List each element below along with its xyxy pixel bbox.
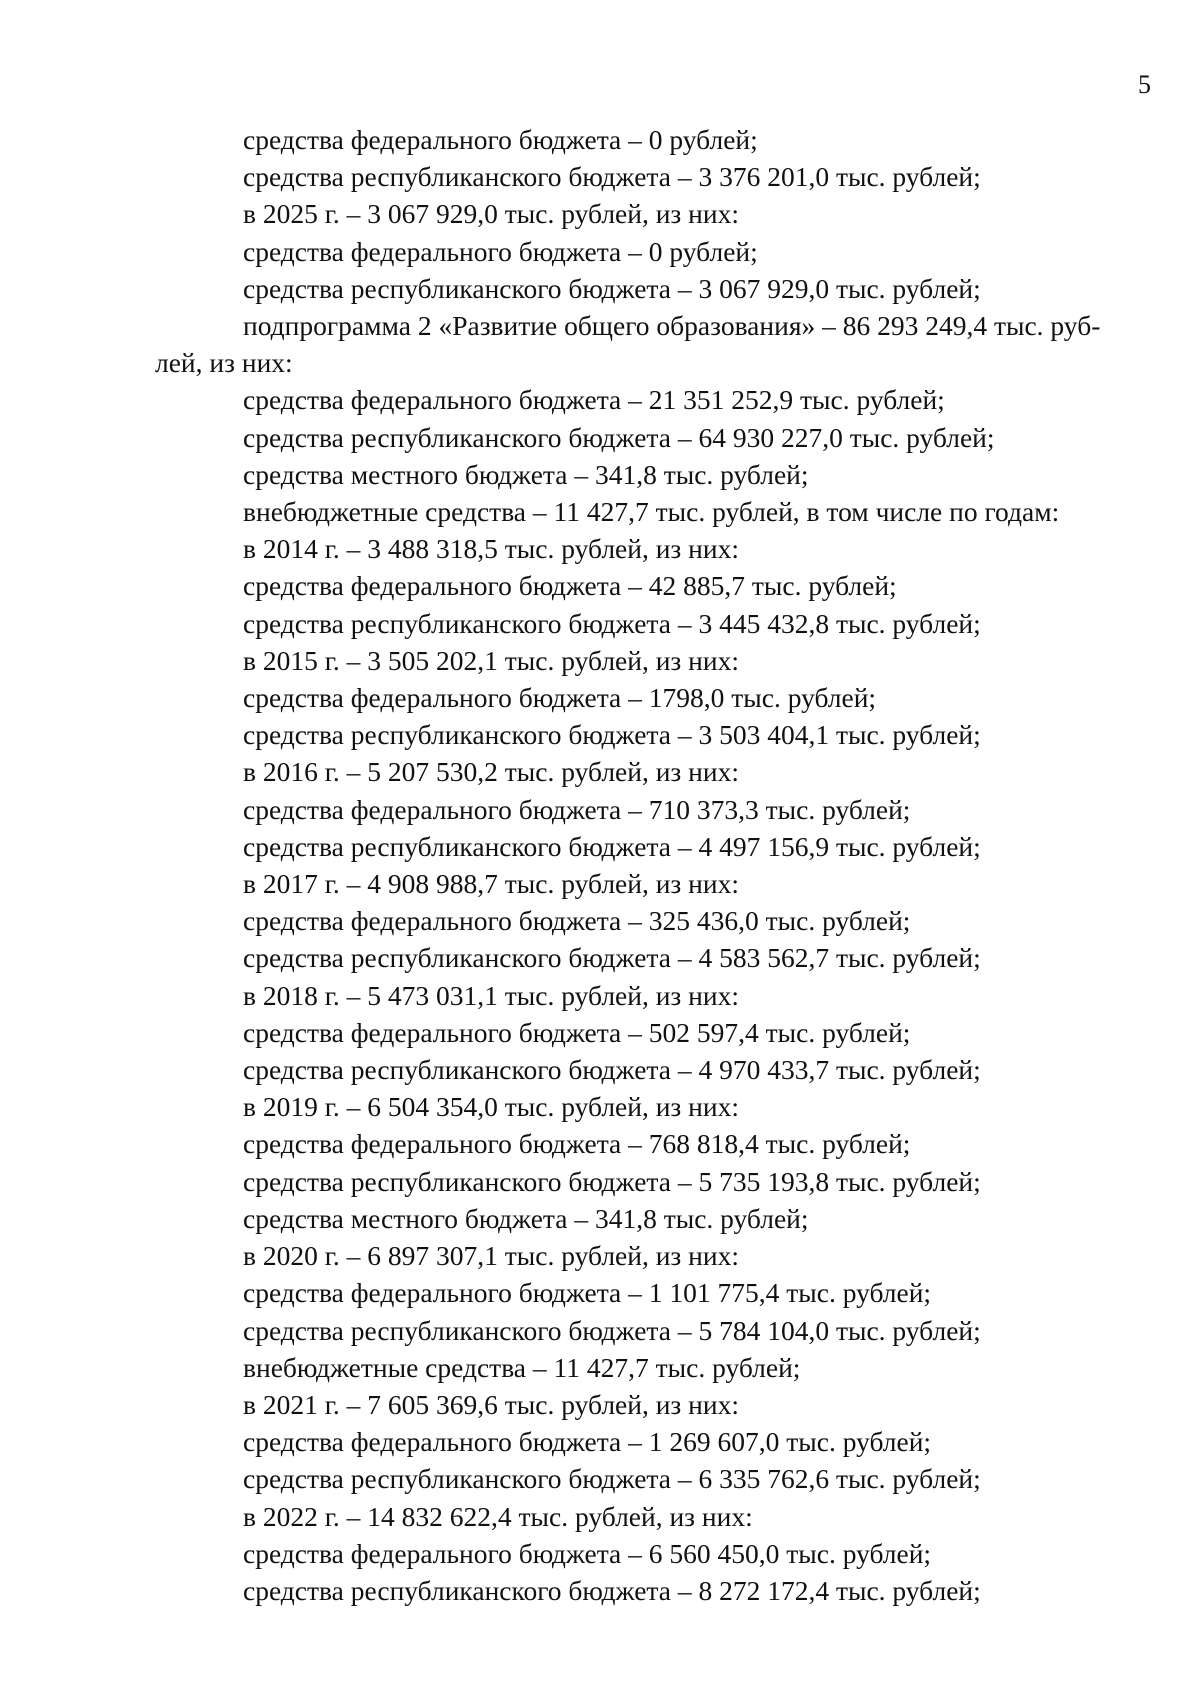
text-line: внебюджетные средства – 11 427,7 тыс. рублей, в том числе по годам:	[243, 496, 1060, 528]
text-line: средства республиканского бюджета – 6 335 762,6 тыс. рублей;	[243, 1463, 981, 1495]
text-line: средства федерального бюджета – 0 рублей;	[243, 235, 758, 267]
text-line: средства федерального бюджета – 0 рублей;	[243, 124, 758, 155]
text-line: средства федерального бюджета – 710 373,3 тыс. рублей;	[243, 793, 911, 825]
text-line: средства местного бюджета – 341,8 тыс. рублей;	[243, 1202, 809, 1234]
text-line: в 2015 г. – 3 505 202,1 тыс. рублей, из них:	[243, 644, 739, 676]
text-line: средства федерального бюджета – 1 269 607,0 тыс. рублей;	[243, 1426, 932, 1458]
text-line: средства республиканского бюджета – 4 497 156,9 тыс. рублей;	[243, 830, 981, 862]
text-line: средства республиканского бюджета – 64 930 227,0 тыс. рублей;	[243, 421, 995, 453]
text-line: средства республиканского бюджета – 3 067 929,0 тыс. рублей;	[243, 272, 981, 304]
text-line: средства федерального бюджета – 6 560 450,0 тыс. рублей;	[243, 1537, 932, 1569]
text-line: средства федерального бюджета – 768 818,4 тыс. рублей;	[243, 1128, 911, 1160]
text-line: средства республиканского бюджета – 3 503 404,1 тыс. рублей;	[243, 719, 981, 751]
text-line: средства республиканского бюджета – 3 376 201,0 тыс. рублей;	[243, 161, 981, 193]
text-line: средства федерального бюджета – 42 885,7 тыс. рублей;	[243, 570, 897, 602]
text-line: внебюджетные средства – 11 427,7 тыс. рублей;	[243, 1351, 801, 1383]
text-line: средства республиканского бюджета – 4 583 562,7 тыс. рублей;	[243, 942, 981, 974]
text-line: подпрограмма 2 «Развитие общего образования» – 86 293 249,4 тыс. руб-	[243, 310, 1101, 342]
text-line: средства федерального бюджета – 502 597,4 тыс. рублей;	[243, 1016, 911, 1048]
text-line: в 2017 г. – 4 908 988,7 тыс. рублей, из них:	[243, 868, 739, 900]
text-line: средства республиканского бюджета – 5 784 104,0 тыс. рублей;	[243, 1314, 981, 1346]
text-line: в 2019 г. – 6 504 354,0 тыс. рублей, из них:	[243, 1091, 739, 1123]
text-line: средства республиканского бюджета – 8 272 172,4 тыс. рублей;	[243, 1574, 981, 1606]
text-line: в 2014 г. – 3 488 318,5 тыс. рублей, из них:	[243, 533, 739, 565]
text-line: в 2016 г. – 5 207 530,2 тыс. рублей, из них:	[243, 756, 739, 788]
text-line-continuation: лей, из них:	[155, 347, 293, 379]
text-line: средства федерального бюджета – 325 436,0 тыс. рублей;	[243, 905, 911, 937]
text-line: средства федерального бюджета – 1798,0 тыс. рублей;	[243, 682, 877, 714]
text-line: средства федерального бюджета – 1 101 775,4 тыс. рублей;	[243, 1277, 932, 1309]
text-line: средства республиканского бюджета – 4 970 433,7 тыс. рублей;	[243, 1054, 981, 1086]
text-line: средства республиканского бюджета – 5 735 193,8 тыс. рублей;	[243, 1165, 981, 1197]
text-line: средства республиканского бюджета – 3 445 432,8 тыс. рублей;	[243, 607, 981, 639]
text-line: в 2021 г. – 7 605 369,6 тыс. рублей, из них:	[243, 1388, 739, 1420]
text-line: в 2025 г. – 3 067 929,0 тыс. рублей, из них:	[243, 198, 739, 230]
page-number: 5	[1138, 70, 1151, 99]
text-line: средства федерального бюджета – 21 351 252,9 тыс. рублей;	[243, 384, 945, 416]
text-line: в 2018 г. – 5 473 031,1 тыс. рублей, из них:	[243, 979, 739, 1011]
text-line: средства местного бюджета – 341,8 тыс. рублей;	[243, 458, 809, 490]
text-line: в 2020 г. – 6 897 307,1 тыс. рублей, из них:	[243, 1240, 739, 1272]
text-line: в 2022 г. – 14 832 622,4 тыс. рублей, из них:	[243, 1500, 753, 1532]
document-body	[155, 121, 1145, 1609]
